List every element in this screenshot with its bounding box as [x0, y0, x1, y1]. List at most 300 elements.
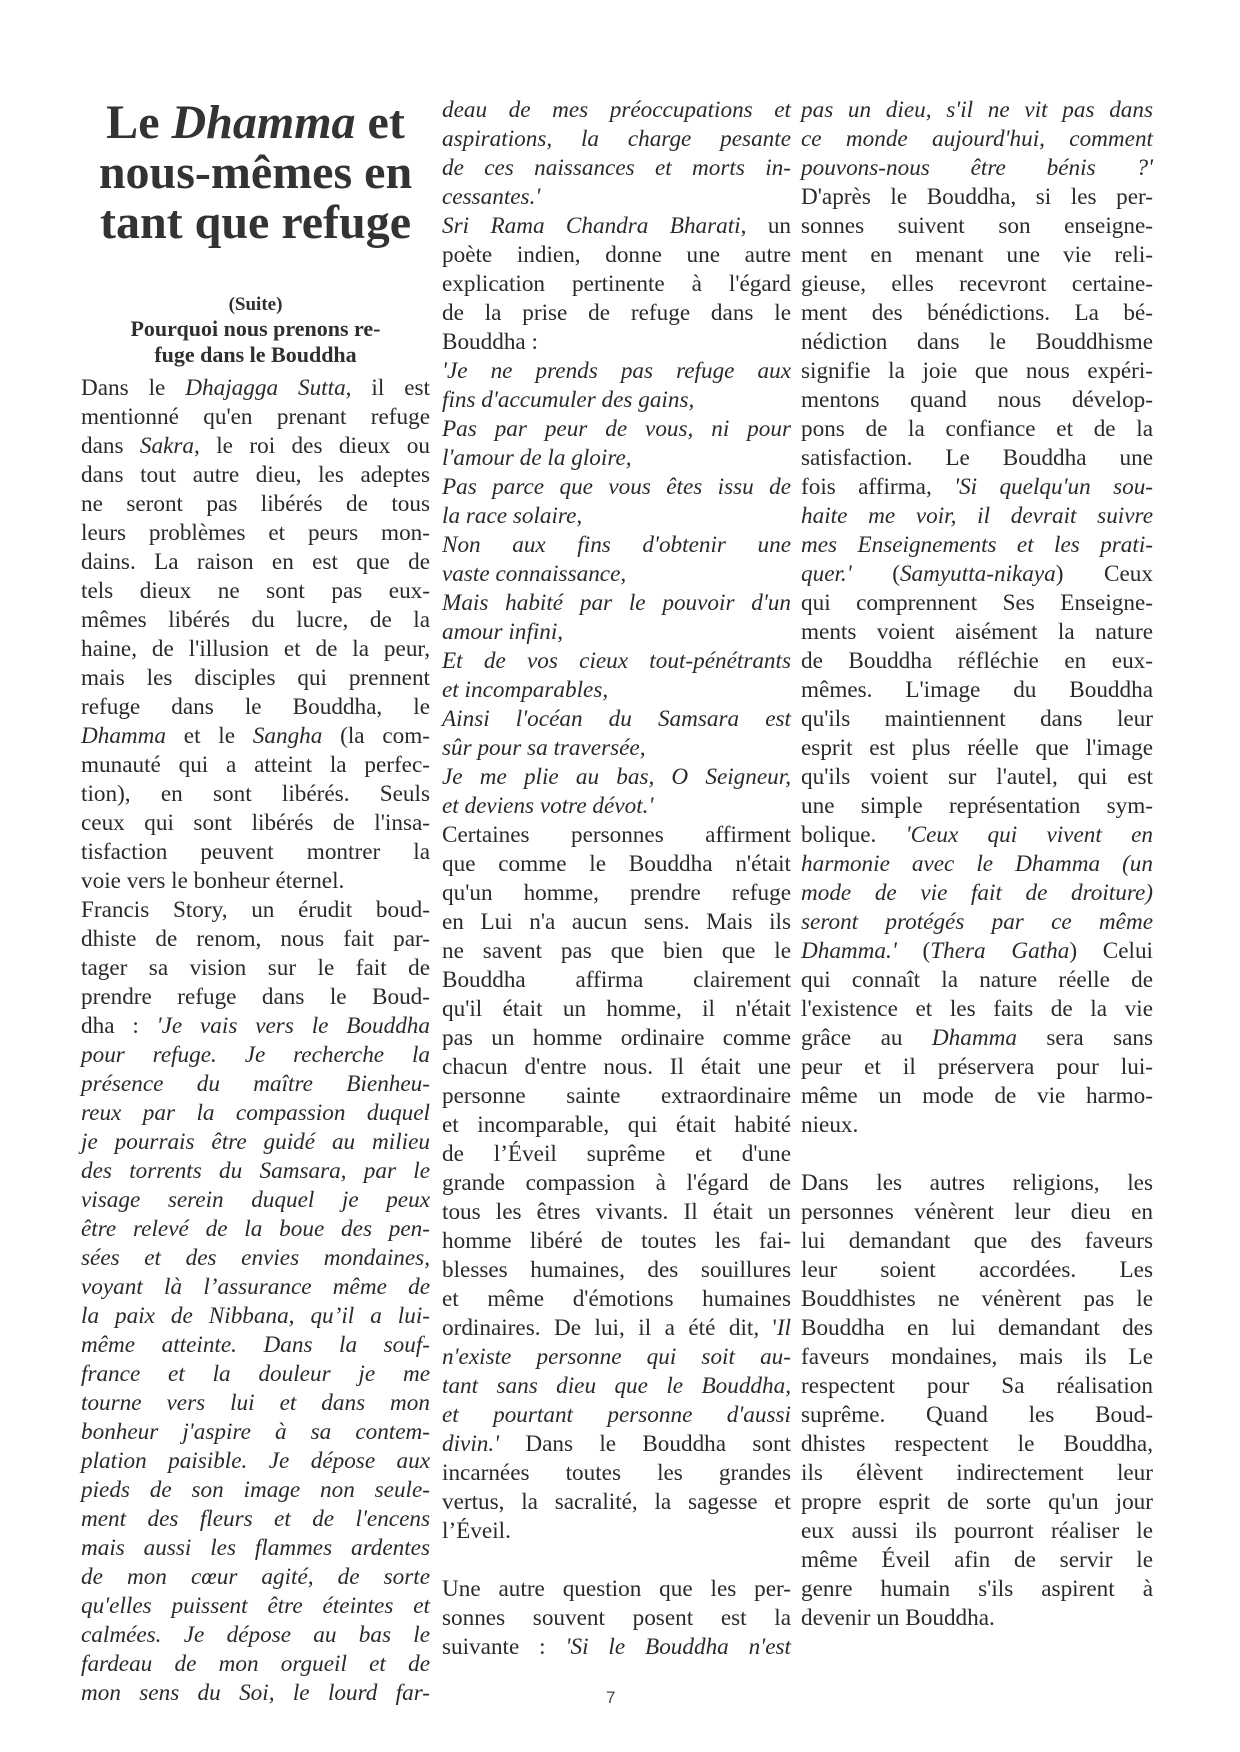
text-line	[81, 1041, 430, 1070]
column-right	[801, 96, 1153, 1633]
text-line	[81, 1389, 430, 1418]
text-line	[442, 560, 791, 589]
text-line	[801, 1169, 1153, 1198]
text-line	[801, 154, 1153, 183]
text-line	[442, 705, 791, 734]
text-line	[81, 1070, 430, 1099]
text-line	[442, 937, 791, 966]
text-span: personne sainte extraordinaire	[442, 1083, 791, 1109]
text-span: dans tout autre dieu, les adeptes	[81, 462, 430, 488]
text-span: tels dieux ne sont pas eux-	[81, 578, 430, 604]
text-line	[801, 763, 1153, 792]
text-line	[442, 1198, 791, 1227]
text-span: blesses humaines, des souillures	[442, 1257, 791, 1283]
text-span: et le	[166, 723, 253, 749]
text-span: D'après le Bouddha, si les per-	[801, 184, 1153, 210]
text-span: l'existence et les faits de la vie	[801, 996, 1153, 1022]
text-line	[442, 1082, 791, 1111]
text-span: ) Ceux	[1055, 561, 1153, 587]
text-line	[801, 125, 1153, 154]
italic-text: Dhamma	[931, 1025, 1017, 1051]
text-line	[801, 386, 1153, 415]
text-span: même Éveil afin de servir le	[801, 1547, 1153, 1573]
text-line	[801, 96, 1153, 125]
italic-text: mon sens du Soi, le lourd far-	[81, 1680, 430, 1706]
text-line	[801, 705, 1153, 734]
text-line	[801, 1517, 1153, 1546]
text-line	[801, 908, 1153, 937]
text-line	[442, 908, 791, 937]
text-line	[801, 299, 1153, 328]
text-span: refuge dans le Bouddha, le	[81, 694, 430, 720]
text-line	[81, 693, 430, 722]
text-span: qu'ils voient sur l'autel, qui est	[801, 764, 1153, 790]
text-line	[442, 241, 791, 270]
italic-text: de mon cœur agité, de sorte	[81, 1564, 430, 1590]
text-line	[442, 154, 791, 183]
text-line	[801, 1082, 1153, 1111]
text-span: Francis Story, un érudit boud-	[81, 897, 430, 923]
text-span: prendre refuge dans le Boud-	[81, 984, 430, 1010]
text-line	[442, 1285, 791, 1314]
text-line	[801, 821, 1153, 850]
text-line	[81, 1650, 430, 1679]
text-line	[801, 270, 1153, 299]
text-span: une simple représentation sym-	[801, 793, 1153, 819]
text-line	[81, 519, 430, 548]
text-span: tager sa vision sur le fait de	[81, 955, 430, 981]
text-span: (la com-	[322, 723, 430, 749]
text-line	[801, 1053, 1153, 1082]
text-span: de l’Éveil suprême et d'une	[442, 1141, 791, 1167]
text-line	[81, 1563, 430, 1592]
text-span: Dans le	[81, 375, 186, 401]
text-line	[442, 821, 791, 850]
text-line	[81, 1099, 430, 1128]
text-line	[442, 502, 791, 531]
text-line	[81, 1679, 430, 1708]
text-span: incarnées toutes les grandes	[442, 1460, 791, 1486]
italic-text: pieds de son image non seule-	[81, 1477, 430, 1503]
text-span: grâce au	[801, 1025, 932, 1051]
text-span: dha :	[81, 1013, 157, 1039]
italic-text: et pourtant personne d'aussi	[442, 1402, 791, 1428]
title-word-et: et	[355, 96, 405, 149]
text-line	[442, 531, 791, 560]
text-line	[442, 647, 791, 676]
text-line	[801, 1604, 1153, 1633]
text-line	[81, 1360, 430, 1389]
text-line	[442, 850, 791, 879]
italic-text: tourne vers lui et dans mon	[81, 1390, 430, 1416]
text-span: mêmes. L'image du Bouddha	[801, 677, 1153, 703]
italic-text: harmonie avec le Dhamma (un	[801, 851, 1153, 877]
italic-text: des torrents du Samsara, par le	[81, 1158, 430, 1184]
text-span: qu'un homme, prendre refuge	[442, 880, 791, 906]
text-line	[81, 1186, 430, 1215]
text-line	[801, 560, 1153, 589]
italic-text: fardeau de mon orgueil et de	[81, 1651, 430, 1677]
text-line	[801, 1111, 1153, 1140]
text-line	[801, 676, 1153, 705]
text-span: Certaines personnes affirment	[442, 822, 791, 848]
text-span: gieuse, elles recevront certaine-	[801, 271, 1153, 297]
text-line	[81, 548, 430, 577]
text-line	[801, 1372, 1153, 1401]
italic-text: reux par la compassion duquel	[81, 1100, 430, 1126]
text-span: qui connaît la nature réelle de	[801, 967, 1153, 993]
text-span: tion), en sont libérés. Seuls	[81, 781, 430, 807]
italic-text: présence du maître Bienheu-	[81, 1071, 430, 1097]
text-line	[442, 1256, 791, 1285]
paragraph-gap	[801, 1140, 1153, 1169]
text-line	[81, 403, 430, 432]
text-span: Bouddha :	[442, 329, 538, 355]
italic-text: et incomparables,	[442, 677, 609, 703]
text-line	[801, 357, 1153, 386]
text-line	[442, 328, 791, 357]
italic-text: ce monde aujourd'hui, comment	[801, 126, 1153, 152]
text-span: mais les disciples qui prennent	[81, 665, 430, 691]
text-line	[801, 183, 1153, 212]
italic-text: Samyutta-nikaya	[899, 561, 1056, 587]
italic-text: Il	[776, 1315, 791, 1341]
italic-text: Mais habité par le pouvoir d'un	[442, 590, 791, 616]
italic-text: bonheur j'aspire à sa contem-	[81, 1419, 430, 1445]
text-line	[801, 589, 1153, 618]
text-line	[81, 1447, 430, 1476]
text-span: poète indien, donne une autre	[442, 242, 791, 268]
text-span: grande compassion à l'égard de	[442, 1170, 791, 1196]
text-line	[801, 1575, 1153, 1604]
text-line	[442, 212, 791, 241]
text-line	[81, 1331, 430, 1360]
text-line	[442, 589, 791, 618]
italic-text: 'Je vais vers le Bouddha	[156, 1013, 430, 1039]
italic-text: Je me plie au bas, O Seigneur,	[442, 764, 791, 790]
text-span: lui demandant que des faveurs	[801, 1228, 1153, 1254]
text-span: ordinaires. De lui, il a été dit, '	[442, 1315, 777, 1341]
italic-text: mes Enseignements et les prati-	[801, 532, 1153, 558]
italic-text: et deviens votre dévot.'	[442, 793, 654, 819]
text-line	[801, 1546, 1153, 1575]
text-span: haine, de l'illusion et de la peur,	[81, 636, 430, 662]
text-line	[81, 780, 430, 809]
text-span: , le roi des dieux ou	[194, 433, 430, 459]
text-span: eux aussi ils pourront réaliser le	[801, 1518, 1153, 1544]
text-line	[81, 925, 430, 954]
italic-text: haite me voir, il devrait suivre	[801, 503, 1153, 529]
text-span: respectent pour Sa réalisation	[801, 1373, 1153, 1399]
text-span: de la prise de refuge dans le	[442, 300, 791, 326]
text-line	[442, 1488, 791, 1517]
text-line	[801, 734, 1153, 763]
italic-text: 'Si quelqu'un sou-	[954, 474, 1154, 500]
text-line	[442, 183, 791, 212]
text-span: personnes vénèrent leur dieu en	[801, 1199, 1153, 1225]
text-line	[801, 1198, 1153, 1227]
italic-text: plation paisible. Je dépose aux	[81, 1448, 430, 1474]
text-span: suivante :	[442, 1634, 566, 1660]
text-line	[442, 995, 791, 1024]
text-span: ) Celui	[1069, 938, 1153, 964]
italic-text: Sri Rama Chandra Bharati	[442, 213, 741, 239]
text-span: explication pertinente à l'égard	[442, 271, 791, 297]
text-span: suprême. Quand les Boud-	[801, 1402, 1153, 1428]
text-span: nieux.	[801, 1112, 859, 1138]
text-line	[442, 1575, 791, 1604]
text-span: Bouddhistes ne vénèrent pas le	[801, 1286, 1153, 1312]
text-span: bolique.	[801, 822, 906, 848]
text-line	[442, 763, 791, 792]
italic-text: seront protégés par ce même	[801, 909, 1153, 935]
italic-text: pas un dieu, s'il ne vit pas dans	[801, 97, 1153, 123]
italic-text: voyant là l’assurance même de	[81, 1274, 430, 1300]
text-line	[442, 415, 791, 444]
text-span: (	[896, 938, 931, 964]
column-middle	[442, 96, 791, 1662]
text-line	[801, 1024, 1153, 1053]
page-number: 7	[606, 1688, 616, 1707]
text-span: tous les êtres vivants. Il était un	[442, 1199, 791, 1225]
italic-text: Sakra	[139, 433, 195, 459]
text-line	[81, 1215, 430, 1244]
text-line	[442, 1517, 791, 1546]
text-span: dans	[81, 433, 140, 459]
italic-text: quer.'	[801, 561, 852, 587]
text-span: et même d'émotions humaines	[442, 1286, 791, 1312]
text-span: de Bouddha réfléchie en eux-	[801, 648, 1153, 674]
text-line	[81, 1505, 430, 1534]
text-line	[81, 983, 430, 1012]
text-span: sera sans	[1016, 1025, 1153, 1051]
text-line	[442, 270, 791, 299]
italic-text: 'Si le Bouddha n'est	[565, 1634, 791, 1660]
text-line	[81, 1128, 430, 1157]
text-span: ments voient aisément la nature	[801, 619, 1153, 645]
paragraph-gap	[442, 1546, 791, 1575]
text-line	[81, 1273, 430, 1302]
text-span: dhiste de renom, nous fait par-	[81, 926, 430, 952]
text-span: , il est	[345, 375, 431, 401]
text-line	[81, 635, 430, 664]
text-line	[81, 577, 430, 606]
column-left	[81, 96, 430, 1708]
text-line	[801, 415, 1153, 444]
text-span: Une autre question que les per-	[442, 1576, 791, 1602]
italic-text: Thera Gatha	[930, 938, 1070, 964]
text-line	[442, 1169, 791, 1198]
text-span: leur soient accordées. Les	[801, 1257, 1153, 1283]
text-line	[442, 96, 791, 125]
text-line	[81, 1476, 430, 1505]
text-span: , un	[740, 213, 792, 239]
text-span: sonnes suivent son enseigne-	[801, 213, 1153, 239]
text-line	[442, 1024, 791, 1053]
text-line	[801, 937, 1153, 966]
text-line	[801, 879, 1153, 908]
text-line	[81, 490, 430, 519]
title-line-3: tant que refuge	[99, 196, 412, 249]
text-span: mêmes libérés du lucre, de la	[81, 607, 430, 633]
text-span: mentons quand nous dévelop-	[801, 387, 1153, 413]
text-span: Dans les autres religions, les	[801, 1170, 1153, 1196]
text-span: leurs problèmes et peurs mon-	[81, 520, 430, 546]
italic-text: Sangha	[252, 723, 323, 749]
text-span: pons de la confiance et de la	[801, 416, 1153, 442]
column-left-body	[81, 374, 430, 1708]
text-line	[801, 1314, 1153, 1343]
text-span: Bouddha en lui demandant des	[801, 1315, 1153, 1341]
italic-text: deau de mes préoccupations et	[442, 97, 791, 123]
italic-text: même atteinte. Dans la souf-	[81, 1332, 430, 1358]
text-line	[81, 664, 430, 693]
text-span: voie vers le bonheur éternel.	[81, 868, 345, 894]
text-span: satisfaction. Le Bouddha une	[801, 445, 1153, 471]
text-line	[801, 473, 1153, 502]
text-line	[801, 1430, 1153, 1459]
text-line	[81, 1244, 430, 1273]
text-span: esprit est plus réelle que l'image	[801, 735, 1153, 761]
text-span: qu'ils maintiennent dans leur	[801, 706, 1153, 732]
italic-text: cessantes.'	[442, 184, 541, 210]
text-line	[442, 966, 791, 995]
text-span: nédiction dans le Bouddhisme	[801, 329, 1153, 355]
italic-text: sées et des envies mondaines,	[81, 1245, 430, 1271]
text-span: propre esprit de sorte qu'un jour	[801, 1489, 1153, 1515]
text-line	[801, 531, 1153, 560]
italic-text: sûr pour sa traversée,	[442, 735, 646, 761]
text-line	[442, 734, 791, 763]
text-span: ils élèvent indirectement leur	[801, 1460, 1153, 1486]
text-line	[442, 1343, 791, 1372]
text-line	[442, 1459, 791, 1488]
italic-text: Dhajagga Sutta	[185, 375, 346, 401]
italic-text: Pas parce que vous êtes issu de	[442, 474, 791, 500]
title-word-le: Le	[106, 96, 172, 149]
text-span: tisfaction peuvent montrer la	[81, 839, 430, 865]
text-line	[442, 618, 791, 647]
text-line	[81, 896, 430, 925]
text-line	[801, 966, 1153, 995]
text-line	[442, 792, 791, 821]
italic-text: tant sans dieu que le Bouddha,	[442, 1373, 791, 1399]
text-line	[801, 1285, 1153, 1314]
text-span: signifie la joie que nous expéri-	[801, 358, 1153, 384]
text-span: pas un homme ordinaire comme	[442, 1025, 791, 1051]
text-line	[801, 444, 1153, 473]
text-span: vertus, la sacralité, la sagesse et	[442, 1489, 791, 1515]
italic-text: qu'elles puissent être éteintes et	[81, 1593, 430, 1619]
text-span: Bouddha affirma clairement	[442, 967, 791, 993]
italic-text: 'Je ne prends pas refuge aux	[442, 358, 791, 384]
text-line	[442, 1401, 791, 1430]
text-line	[801, 241, 1153, 270]
text-line	[442, 1053, 791, 1082]
text-line	[442, 1633, 791, 1662]
text-span: en Lui n'a aucun sens. Mais ils	[442, 909, 791, 935]
italic-text: vaste connaissance,	[442, 561, 627, 587]
text-span: qui comprennent Ses Enseigne-	[801, 590, 1153, 616]
text-span: peur et il préservera pour lui-	[801, 1054, 1153, 1080]
text-line	[81, 1012, 430, 1041]
text-line	[81, 1302, 430, 1331]
text-span: chacun d'entre nous. Il était une	[442, 1054, 791, 1080]
text-line	[801, 1256, 1153, 1285]
text-line	[442, 1140, 791, 1169]
italic-text: 'Ceux qui vivent en	[905, 822, 1153, 848]
text-line	[81, 461, 430, 490]
column-middle-body	[442, 96, 791, 1662]
title-word-dhamma: Dhamma	[171, 96, 356, 149]
italic-text: Et de vos cieux tout-pénétrants	[442, 648, 791, 674]
italic-text: mais aussi les flammes ardentes	[81, 1535, 430, 1561]
text-line	[801, 1227, 1153, 1256]
text-line	[442, 357, 791, 386]
text-line	[81, 1592, 430, 1621]
text-line	[81, 722, 430, 751]
text-line	[81, 374, 430, 403]
italic-text: la race solaire,	[442, 503, 583, 529]
text-line	[801, 1343, 1153, 1372]
text-span: ceux qui sont libérés de l'insa-	[81, 810, 430, 836]
italic-text: n'existe personne qui soit au-	[442, 1344, 791, 1370]
text-line	[442, 125, 791, 154]
text-line	[81, 751, 430, 780]
text-line	[81, 838, 430, 867]
text-span: ne seront pas libérés de tous	[81, 491, 430, 517]
text-line	[801, 502, 1153, 531]
text-line	[81, 867, 430, 896]
text-span: Dans le Bouddha sont	[499, 1431, 791, 1457]
text-line	[442, 1372, 791, 1401]
text-line	[81, 1621, 430, 1650]
text-line	[442, 676, 791, 705]
italic-text: Dhamma.'	[801, 938, 897, 964]
text-span: ment en menant une vie reli-	[801, 242, 1153, 268]
text-span: (	[851, 561, 900, 587]
text-line	[801, 618, 1153, 647]
italic-text: la paix de Nibbana, qu’il a lui-	[81, 1303, 430, 1329]
italic-text: visage serein duquel je peux	[81, 1187, 430, 1213]
text-span: faveurs mondaines, mais ils Le	[801, 1344, 1153, 1370]
text-span: même un mode de vie harmo-	[801, 1083, 1153, 1109]
text-span: devenir un Bouddha.	[801, 1605, 995, 1631]
text-span: dhistes respectent le Bouddha,	[801, 1431, 1153, 1457]
italic-text: fins d'accumuler des gains,	[442, 387, 695, 413]
italic-text: Dhamma	[81, 723, 167, 749]
text-line	[81, 606, 430, 635]
text-span: sonnes souvent posent est la	[442, 1605, 791, 1631]
text-line	[442, 299, 791, 328]
text-line	[442, 473, 791, 502]
text-line	[442, 1430, 791, 1459]
italic-text: mode de vie fait de droiture)	[801, 880, 1153, 906]
text-line	[801, 792, 1153, 821]
italic-text: calmées. Je dépose au bas le	[81, 1622, 430, 1648]
italic-text: Ainsi l'océan du Samsara est	[442, 706, 791, 732]
text-span: mentionné qu'en prenant refuge	[81, 404, 430, 430]
text-line	[801, 647, 1153, 676]
italic-text: ment des fleurs et de l'encens	[81, 1506, 430, 1532]
text-line	[81, 1534, 430, 1563]
text-line	[801, 1401, 1153, 1430]
text-span: l’Éveil.	[442, 1518, 511, 1544]
text-line	[81, 1157, 430, 1186]
text-line	[442, 1111, 791, 1140]
text-span: homme libéré de toutes les fai-	[442, 1228, 791, 1254]
italic-text: pour refuge. Je recherche la	[81, 1042, 430, 1068]
